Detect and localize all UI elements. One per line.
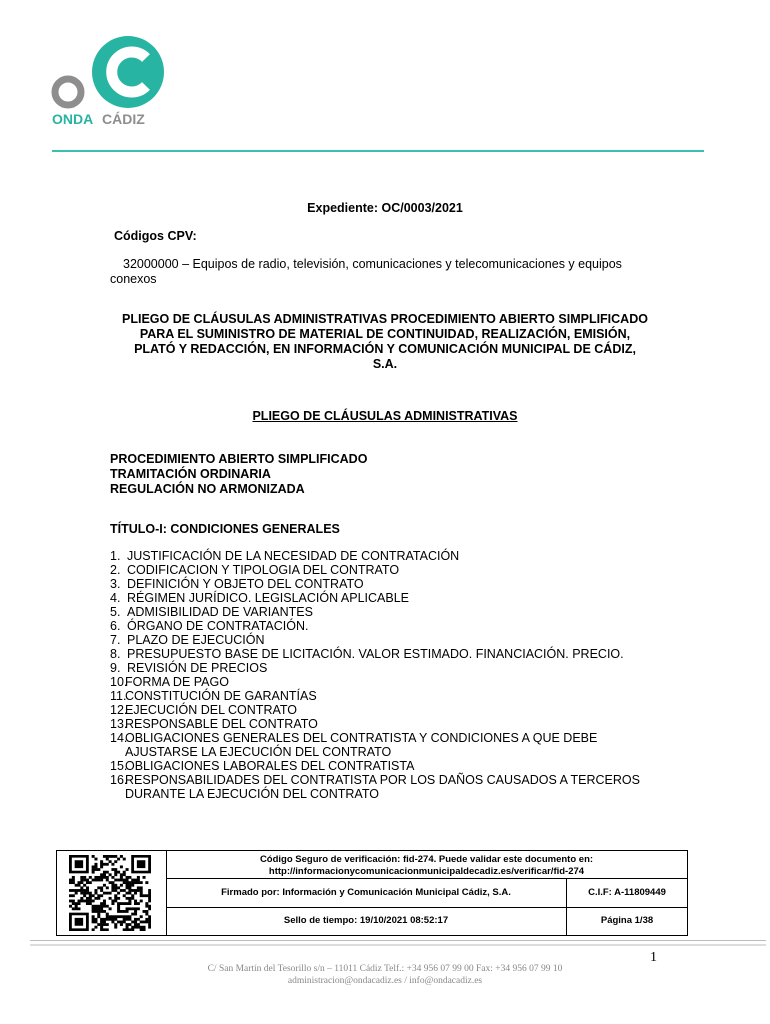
toc-item-text: JUSTIFICACIÓN DE LA NECESIDAD DE CONTRATACIÓN — [127, 549, 460, 563]
footer-divider — [30, 940, 766, 946]
toc-item-text: FORMA DE PAGO — [125, 675, 229, 689]
footer-address — [130, 963, 640, 987]
toc-item-text: OBLIGACIONES GENERALES DEL CONTRATISTA Y CONDICIONES A QUE DEBE AJUSTARSE LA EJECUCIÓN DEL CONTRATO — [125, 731, 598, 759]
timestamp: Sello de tiempo: 19/10/2021 08:52:17 — [166, 907, 567, 935]
toc-item-number: 6. — [110, 619, 121, 633]
section-title: TÍTULO-I: CONDICIONES GENERALES — [110, 522, 340, 536]
header-divider — [52, 150, 704, 152]
qr-code-icon — [69, 855, 151, 931]
toc-item-number: 15. — [110, 759, 128, 773]
toc-item — [110, 731, 670, 759]
cif: C.I.F: A-11809449 — [588, 887, 666, 898]
toc-item-number: 14. — [110, 731, 128, 745]
toc-item-text: ADMISIBILIDAD DE VARIANTES — [127, 605, 313, 619]
toc-item-number: 1. — [110, 549, 121, 563]
toc-item — [110, 717, 670, 731]
main-title-line: S.A. — [372, 357, 398, 371]
procedure-line: TRAMITACIÓN ORDINARIA — [110, 467, 271, 481]
signature-row — [166, 879, 687, 908]
toc-item-text: CODIFICACION Y TIPOLOGIA DEL CONTRATO — [127, 563, 400, 577]
main-title-line: PLATÓ Y REDACCIÓN, EN INFORMACIÓN Y COMUNICACIÓN MUNICIPAL DE CÁDIZ, — [134, 342, 636, 356]
toc-item-number: 9. — [110, 661, 121, 675]
qr-cell — [57, 851, 167, 935]
toc-item-text: OBLIGACIONES LABORALES DEL CONTRATISTA — [125, 759, 415, 773]
toc-item-text: PRESUPUESTO BASE DE LICITACIÓN. VALOR ESTIMADO. FINANCIACIÓN. PRECIO. — [127, 647, 624, 661]
page-number: 1 — [650, 950, 657, 965]
verification-url: http://informacionycomunicacionmunicipaldecadiz.es/verificar/fid-274 — [268, 866, 585, 877]
footer-line: C/ San Martín del Tesorillo s/n – 11011 Cádiz Telf.: +34 956 07 99 00 Fax: +34 956 07 99 10 — [207, 964, 563, 974]
expediente-number: Expediente: OC/0003/2021 — [307, 201, 463, 215]
toc-item-text: RESPONSABILIDADES DEL CONTRATISTA POR LOS DAÑOS CAUSADOS A TERCEROS DURANTE LA EJECUCIÓN DEL CONTRATO — [125, 773, 640, 801]
toc-item — [110, 647, 670, 661]
onda-cadiz-logo — [50, 30, 180, 130]
toc-item-number: 13. — [110, 717, 128, 731]
footer-line: administracion@ondacadiz.es / info@ondacadiz.es — [287, 976, 483, 986]
toc-item — [110, 703, 670, 717]
toc-item-text: RÉGIMEN JURÍDICO. LEGISLACIÓN APLICABLE — [127, 591, 410, 605]
toc-item-number: 7. — [110, 633, 121, 647]
procedure-line: PROCEDIMIENTO ABIERTO SIMPLIFICADO — [110, 452, 368, 466]
cpv-label: Códigos CPV: — [114, 229, 197, 243]
table-of-contents — [110, 549, 670, 801]
toc-item-number: 5. — [110, 605, 121, 619]
toc-item — [110, 689, 670, 703]
signed-by: Firmado por: Información y Comunicación Municipal Cádiz, S.A. — [166, 879, 567, 907]
logo-word-cadiz: CÁDIZ — [102, 111, 145, 127]
verification-code-text: Código Seguro de verificación: fid-274. Puede validar este documento en: — [259, 854, 594, 865]
toc-item-text: ÓRGANO DE CONTRATACIÓN. — [127, 619, 309, 633]
toc-item-text: PLAZO DE EJECUCIÓN — [127, 633, 265, 647]
document-main-title — [110, 312, 660, 372]
verification-box — [56, 850, 688, 936]
toc-item-text: RESPONSABLE DEL CONTRATO — [125, 717, 318, 731]
toc-item-number: 4. — [110, 591, 121, 605]
toc-item — [110, 605, 670, 619]
toc-item — [110, 549, 670, 563]
cpv-description: 32000000 – Equipos de radio, televisión, comunicaciones y telecomunicaciones y equipos conexos — [110, 257, 622, 286]
toc-item — [110, 591, 670, 605]
toc-item — [110, 661, 670, 675]
toc-item-number: 2. — [110, 563, 121, 577]
toc-item-number: 12. — [110, 703, 128, 717]
toc-item-number: 11. — [110, 689, 127, 703]
toc-item-text: REVISIÓN DE PRECIOS — [127, 661, 268, 675]
toc-item — [110, 577, 670, 591]
toc-item-number: 3. — [110, 577, 121, 591]
page-indicator: Página 1/38 — [600, 915, 654, 926]
toc-item-text: CONSTITUCIÓN DE GARANTÍAS — [125, 689, 317, 703]
toc-item — [110, 633, 670, 647]
toc-item-number: 10. — [110, 675, 128, 689]
toc-item-number: 8. — [110, 647, 121, 661]
toc-item — [110, 675, 670, 689]
logo-word-onda: ONDA — [52, 111, 94, 127]
toc-item — [110, 619, 670, 633]
procedure-line: REGULACIÓN NO ARMONIZADA — [110, 482, 305, 496]
timestamp-row — [166, 907, 687, 935]
main-title-line: PARA EL SUMINISTRO DE MATERIAL DE CONTINUIDAD, REALIZACIÓN, EMISIÓN, — [139, 327, 631, 341]
toc-item — [110, 759, 670, 773]
main-title-line: PLIEGO DE CLÁUSULAS ADMINISTRATIVAS PROCEDIMIENTO ABIERTO SIMPLIFICADO — [122, 312, 648, 326]
toc-item-text: EJECUCIÓN DEL CONTRATO — [125, 703, 298, 717]
toc-item — [110, 563, 670, 577]
verification-code-row — [166, 851, 687, 879]
toc-item-text: DEFINICIÓN Y OBJETO DEL CONTRATO — [127, 577, 364, 591]
procedure-block — [110, 452, 670, 497]
document-subtitle: PLIEGO DE CLÁUSULAS ADMINISTRATIVAS — [252, 409, 518, 423]
toc-item-number: 16. — [110, 773, 128, 787]
toc-item — [110, 773, 670, 801]
